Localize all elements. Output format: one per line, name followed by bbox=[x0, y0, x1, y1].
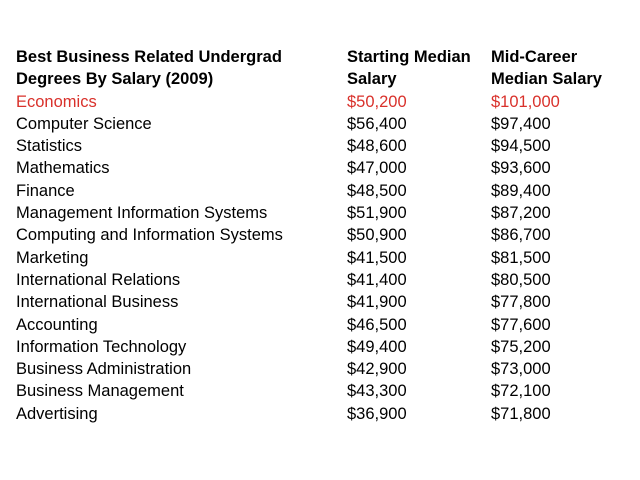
starting-salary-cell: $50,200 bbox=[347, 92, 407, 111]
mid-career-salary-cell: $75,200 bbox=[491, 337, 551, 356]
salary-table bbox=[16, 46, 626, 425]
table-row bbox=[16, 224, 626, 246]
mid-career-salary-cell: $73,000 bbox=[491, 360, 551, 379]
mid-career-salary-column-header: Mid-Career Median Salary bbox=[491, 48, 602, 89]
table-row bbox=[16, 247, 626, 269]
mid-career-salary-cell: $77,600 bbox=[491, 315, 551, 334]
table-row bbox=[16, 291, 626, 313]
degree-cell: International Relations bbox=[16, 270, 181, 289]
degree-cell: Finance bbox=[16, 181, 75, 200]
table-row bbox=[16, 202, 626, 224]
table-row bbox=[16, 113, 626, 135]
mid-career-salary-cell: $81,500 bbox=[491, 248, 551, 267]
degree-cell: Management Information Systems bbox=[16, 204, 268, 223]
header-row bbox=[16, 46, 626, 91]
starting-salary-cell: $48,500 bbox=[347, 181, 407, 200]
mid-career-salary-cell: $72,100 bbox=[491, 382, 551, 401]
degree-cell: Computer Science bbox=[16, 114, 152, 133]
starting-salary-cell: $47,000 bbox=[347, 159, 407, 178]
degree-cell: Business Management bbox=[16, 382, 184, 401]
starting-salary-cell: $36,900 bbox=[347, 404, 407, 423]
degree-column-header: Best Business Related Undergrad Degrees By Salary (2009) bbox=[16, 48, 282, 89]
starting-salary-cell: $51,900 bbox=[347, 204, 407, 223]
starting-salary-cell: $56,400 bbox=[347, 114, 407, 133]
table-row bbox=[16, 403, 626, 425]
starting-salary-cell: $42,900 bbox=[347, 360, 407, 379]
starting-salary-cell: $41,400 bbox=[347, 270, 407, 289]
table-row bbox=[16, 336, 626, 358]
degree-cell: Economics bbox=[16, 92, 97, 111]
mid-career-salary-cell: $93,600 bbox=[491, 159, 551, 178]
mid-career-salary-cell: $97,400 bbox=[491, 114, 551, 133]
starting-salary-cell: $46,500 bbox=[347, 315, 407, 334]
degree-cell: Advertising bbox=[16, 404, 98, 423]
mid-career-salary-cell: $71,800 bbox=[491, 404, 551, 423]
starting-salary-cell: $49,400 bbox=[347, 337, 407, 356]
starting-salary-cell: $50,900 bbox=[347, 226, 407, 245]
mid-career-salary-cell: $94,500 bbox=[491, 137, 551, 156]
degree-cell: Statistics bbox=[16, 137, 83, 156]
table-row bbox=[16, 314, 626, 336]
mid-career-salary-cell: $87,200 bbox=[491, 204, 551, 223]
mid-career-salary-cell: $89,400 bbox=[491, 181, 551, 200]
degree-cell: Business Administration bbox=[16, 360, 192, 379]
starting-salary-column-header: Starting Median Salary bbox=[347, 48, 471, 89]
degree-cell: Computing and Information Systems bbox=[16, 226, 283, 245]
degree-cell: Marketing bbox=[16, 248, 89, 267]
table-row bbox=[16, 135, 626, 157]
mid-career-salary-cell: $77,800 bbox=[491, 293, 551, 312]
degree-cell: Information Technology bbox=[16, 337, 187, 356]
table-row bbox=[16, 380, 626, 402]
mid-career-salary-cell: $86,700 bbox=[491, 226, 551, 245]
starting-salary-cell: $48,600 bbox=[347, 137, 407, 156]
degree-cell: Mathematics bbox=[16, 159, 110, 178]
degree-cell: International Business bbox=[16, 293, 179, 312]
starting-salary-cell: $41,900 bbox=[347, 293, 407, 312]
table-row bbox=[16, 269, 626, 291]
starting-salary-cell: $41,500 bbox=[347, 248, 407, 267]
table-row bbox=[16, 91, 626, 113]
mid-career-salary-cell: $80,500 bbox=[491, 270, 551, 289]
mid-career-salary-cell: $101,000 bbox=[491, 92, 560, 111]
starting-salary-cell: $43,300 bbox=[347, 382, 407, 401]
table-row bbox=[16, 157, 626, 179]
salary-slide bbox=[16, 46, 626, 425]
table-row bbox=[16, 358, 626, 380]
degree-cell: Accounting bbox=[16, 315, 98, 334]
table-row bbox=[16, 180, 626, 202]
